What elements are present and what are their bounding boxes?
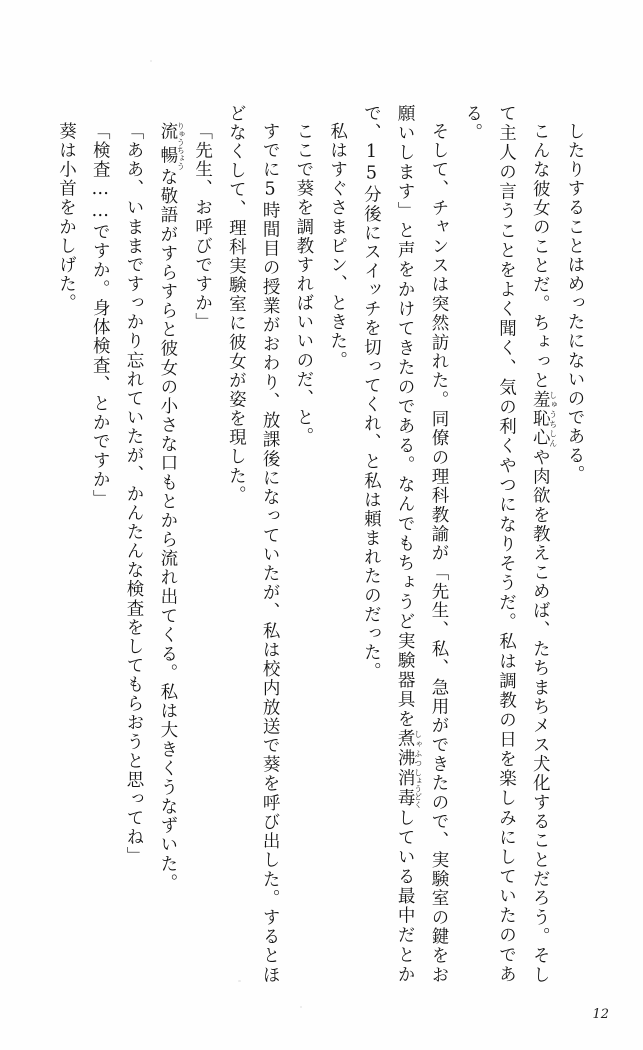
paragraph: 「先生、お呼びですか」: [192, 121, 213, 332]
paragraph: そして、チャンスは突然訪れた。同僚の理科教諭が「先生、私、急用ができたので、実験室の鍵をお願いします」と声をかけてきたのである。なんでもちょうど実験器具を煮沸しゃふつ消毒しょうどくしている最中だとかで、15分後にスイッチを切ってくれ、と私は頼まれたのだった。: [361, 104, 449, 984]
paragraph: すでに5時間目の授業がおわり、放課後になっていたが、私は校内放送で葵を呼び出した。するとほどなくして、理科実験室に彼女が姿を現した。: [226, 104, 281, 984]
paragraph: 葵は小首をかしげた。: [56, 121, 77, 313]
paper-speckle: [150, 60, 152, 62]
paragraph: したりすることはめったにないのである。: [565, 121, 585, 484]
paragraph: 「検査……ですか。身体検査、とかですか」: [90, 121, 111, 508]
page-number: 12: [592, 1007, 609, 1022]
paper-speckle: [300, 1006, 302, 1008]
body-text: [56, 104, 591, 984]
paragraph: 「ああ、いままですっかり忘れていたが、かんたんな検査をしてもらおうと思ってね」: [124, 121, 145, 866]
paragraph: ここで葵を調教すればいいのだ、と。: [293, 121, 314, 446]
paragraph: 流暢りゅうちょうな敬語がすらすらと彼女の小さな口もとから流れ出てくる。私は大きくうなずいた。: [157, 121, 186, 893]
paragraph: 私はすぐさまピン、ときた。: [327, 121, 348, 370]
paragraph: こんな彼女のことだ。ちょっと羞恥心しゅうちしんや肉欲を教えこめば、たちまちメス犬化することだろう。そして主人の言うことをよく聞く、気の利くやつになりそうだ。私は調教の日を楽しみにしていたのである。: [462, 104, 558, 984]
